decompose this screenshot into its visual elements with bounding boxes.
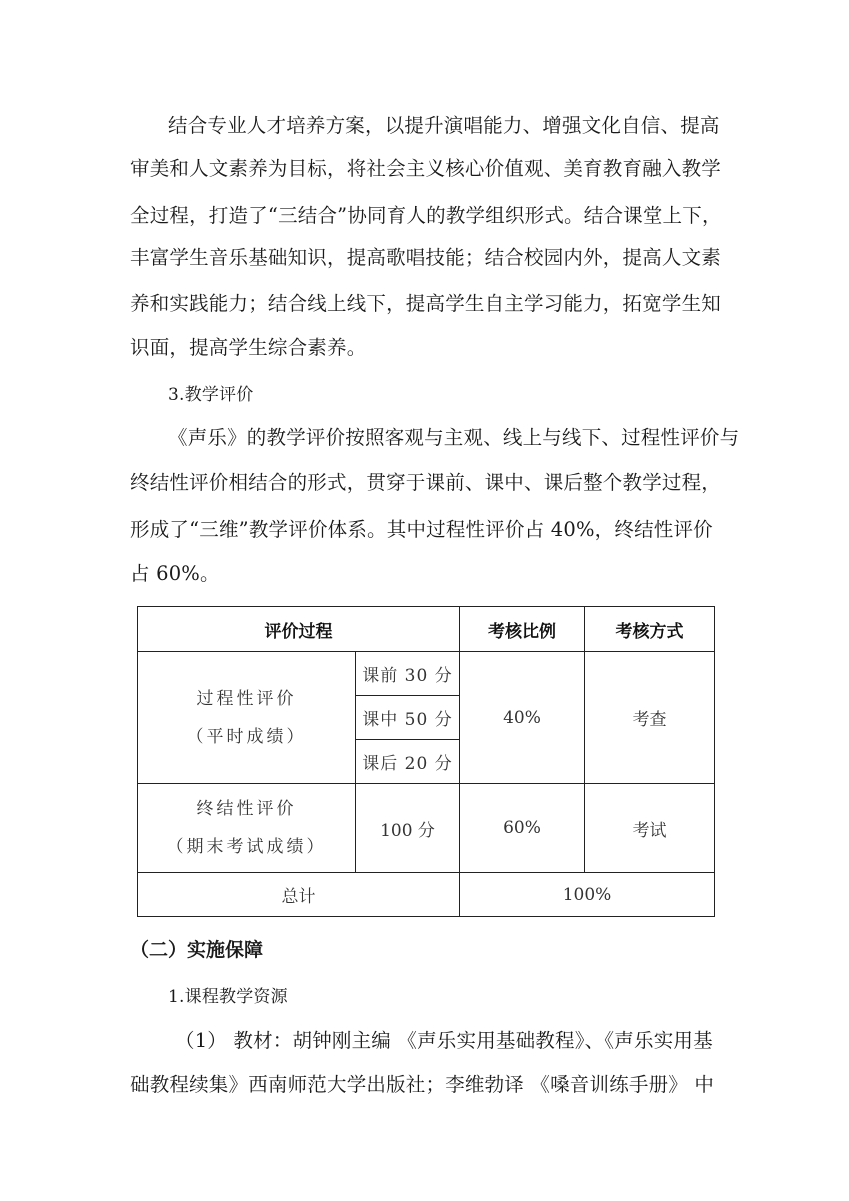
process-eval-label: 过程性评价 [196,688,297,709]
paragraph-line: 识面，提高学生综合素养。 [130,336,367,359]
paragraph-line: 占 60%。 [130,562,220,585]
final-eval-method: 考试 [585,784,715,873]
sub-item-after-class: 课后 20 分 [356,740,460,784]
total-ratio: 100% [460,873,715,917]
paragraph-line: 养和实践能力；结合线上线下，提高学生自主学习能力，拓宽学生知 [130,292,722,315]
final-eval-label: 终结性评价 [196,799,297,819]
process-eval-ratio: 40% [460,652,585,784]
final-eval-ratio: 60% [460,784,585,873]
table-header-row [138,607,715,652]
paragraph-line: 结合专业人才培养方案，以提升演唱能力、增强文化自信、提高 [168,114,720,137]
final-eval-name [138,784,356,873]
paragraph-line: 终结性评价相结合的形式，贯穿于课前、课中、课后整个教学过程， [130,471,722,494]
header-ratio: 考核比例 [460,607,585,652]
table-row [138,784,715,873]
paragraph-line: 《声乐》的教学评价按照客观与主观、线上与线下、过程性评价与 [168,426,740,449]
header-process: 评价过程 [138,607,460,652]
section-title: 3.教学评价 [168,385,254,405]
final-eval-score: 100 分 [356,784,460,873]
paragraph-line: 丰富学生音乐基础知识，提高歌唱技能；结合校园内外，提高人文素 [130,246,722,269]
total-label: 总计 [138,873,460,917]
process-eval-method: 考查 [585,652,715,784]
section-heading: （二）实施保障 [130,939,264,961]
paragraph-line: 形成了“三维”教学评价体系。其中过程性评价占 40%，终结性评价 [130,518,713,541]
paragraph-line: 全过程，打造了“三结合”协同育人的教学组织形式。结合课堂上下， [130,204,722,227]
process-eval-name [138,652,356,784]
table-row [138,652,715,696]
paragraph-line: 审美和人文素养为目标，将社会主义核心价值观、美育教育融入教学 [130,157,722,180]
table-row [138,873,715,917]
evaluation-table [137,606,715,917]
paragraph-line: （1） 教材：胡钟刚主编 《声乐实用基础教程》、《声乐实用基 [175,1029,713,1052]
header-method: 考核方式 [585,607,715,652]
sub-item-in-class: 课中 50 分 [356,696,460,740]
sub-heading: 1.课程教学资源 [168,987,288,1007]
process-eval-note: （平时成绩） [186,726,307,747]
paragraph-line: 础教程续集》西南师范大学出版社；李维勃译 《嗓音训练手册》 中 [130,1073,715,1096]
sub-item-before-class: 课前 30 分 [356,652,460,696]
final-eval-note: （期末考试成绩） [166,837,327,857]
